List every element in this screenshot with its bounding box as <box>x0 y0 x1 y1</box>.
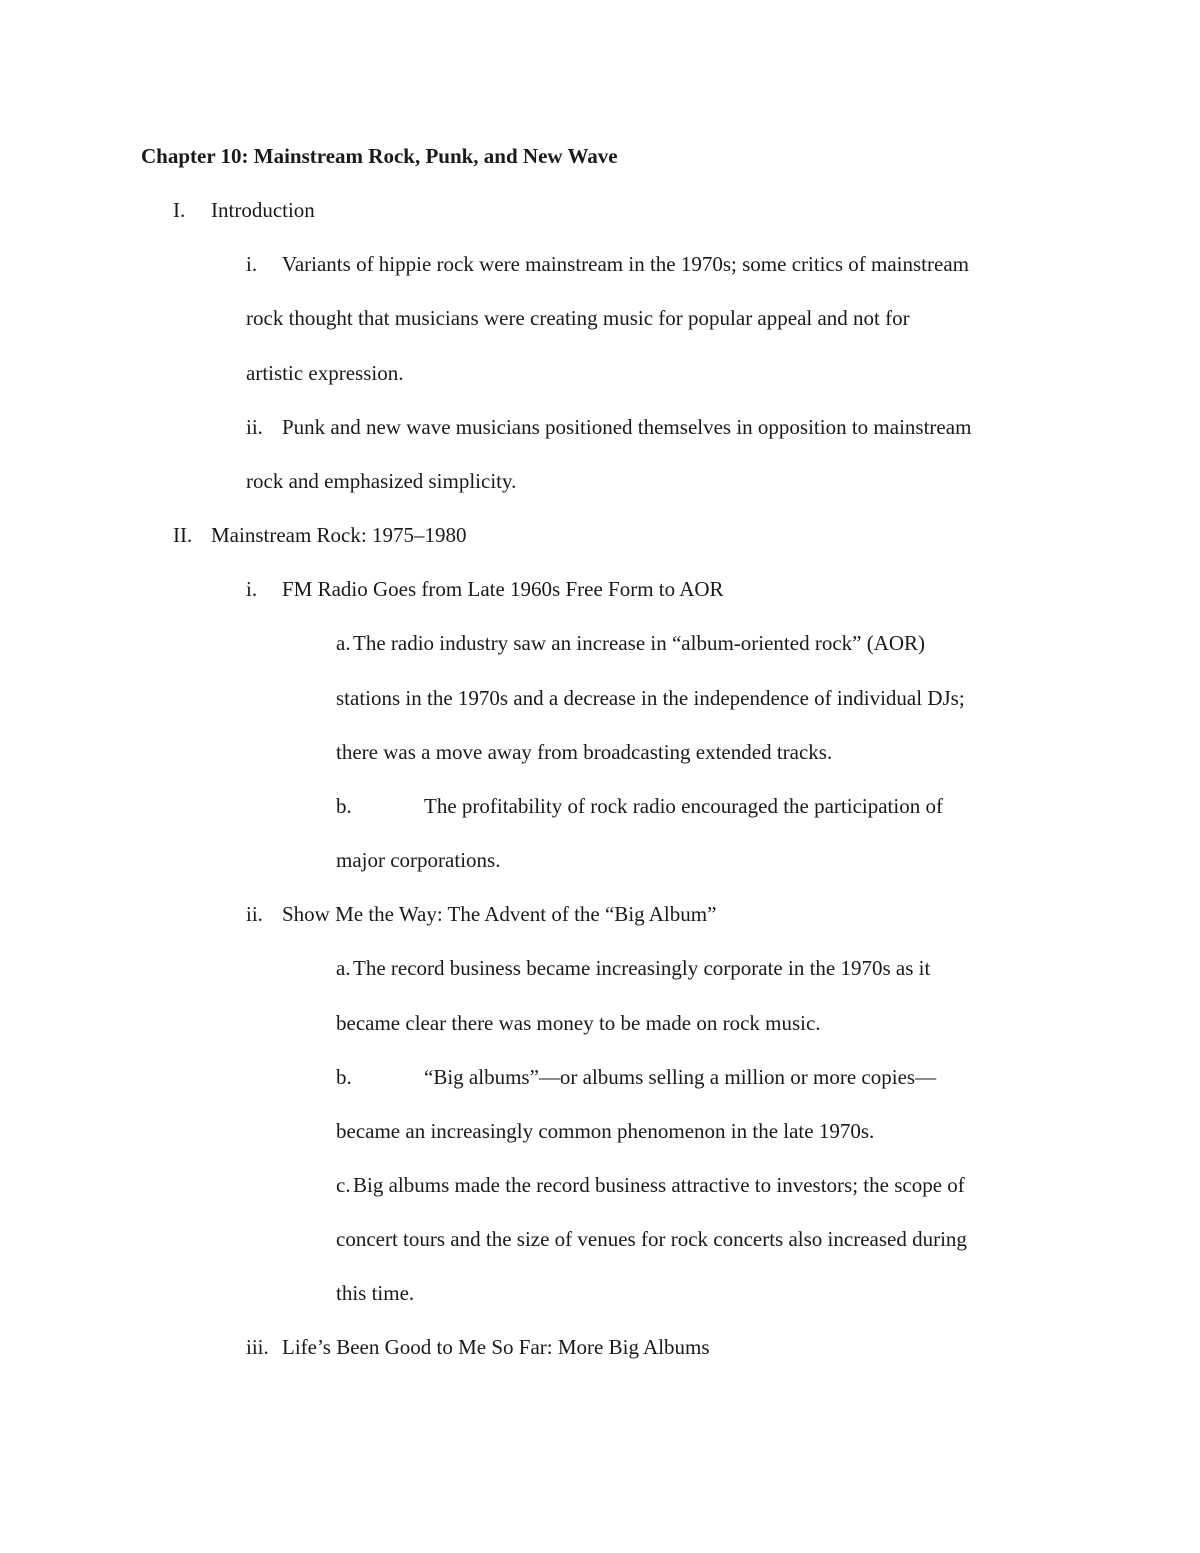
section-heading: Mainstream Rock: 1975–1980 <box>211 523 467 547</box>
point-text-line: major corporations. <box>336 848 501 872</box>
point-label: b. <box>336 1065 352 1089</box>
item-label: iii. <box>246 1335 269 1359</box>
item-text-line: Variants of hippie rock were mainstream in the 1970s; some critics of mainstream <box>282 252 969 276</box>
point-label: a. <box>336 956 351 980</box>
point-text-line: this time. <box>336 1281 415 1305</box>
point-label: a. <box>336 631 351 655</box>
chapter-title: Chapter 10: Mainstream Rock, Punk, and New Wave <box>141 144 618 168</box>
point-label: b. <box>336 794 352 818</box>
item-text-line: Punk and new wave musicians positioned themselves in opposition to mainstream <box>282 415 972 439</box>
point-text-line: stations in the 1970s and a decrease in the independence of individual DJs; <box>336 686 965 710</box>
section-heading: Introduction <box>211 198 315 222</box>
section-label: I. <box>173 198 186 222</box>
point-text-line: Big albums made the record business attractive to investors; the scope of <box>353 1173 965 1197</box>
item-heading: FM Radio Goes from Late 1960s Free Form to AOR <box>282 577 724 601</box>
point-text-line: “Big albums”—or albums selling a million or more copies— <box>424 1065 937 1089</box>
point-text-line: The record business became increasingly corporate in the 1970s as it <box>353 956 931 980</box>
point-label: c. <box>336 1173 351 1197</box>
item-label: i. <box>246 577 258 601</box>
item-label: i. <box>246 252 258 276</box>
point-text-line: became clear there was money to be made on rock music. <box>336 1011 821 1035</box>
item-heading: Show Me the Way: The Advent of the “Big Album” <box>282 902 717 926</box>
item-heading: Life’s Been Good to Me So Far: More Big Albums <box>282 1335 710 1359</box>
point-text-line: concert tours and the size of venues for rock concerts also increased during <box>336 1227 967 1251</box>
point-text-line: there was a move away from broadcasting extended tracks. <box>336 740 833 764</box>
item-text-line: rock and emphasized simplicity. <box>246 469 517 493</box>
section-label: II. <box>173 523 193 547</box>
item-text-line: rock thought that musicians were creating music for popular appeal and not for <box>246 306 910 330</box>
point-text-line: The profitability of rock radio encouraged the participation of <box>424 794 943 818</box>
point-text-line: became an increasingly common phenomenon in the late 1970s. <box>336 1119 875 1143</box>
item-label: ii. <box>246 415 263 439</box>
point-text-line: The radio industry saw an increase in “album-oriented rock” (AOR) <box>353 631 926 655</box>
item-label: ii. <box>246 902 263 926</box>
item-text-line: artistic expression. <box>246 361 404 385</box>
